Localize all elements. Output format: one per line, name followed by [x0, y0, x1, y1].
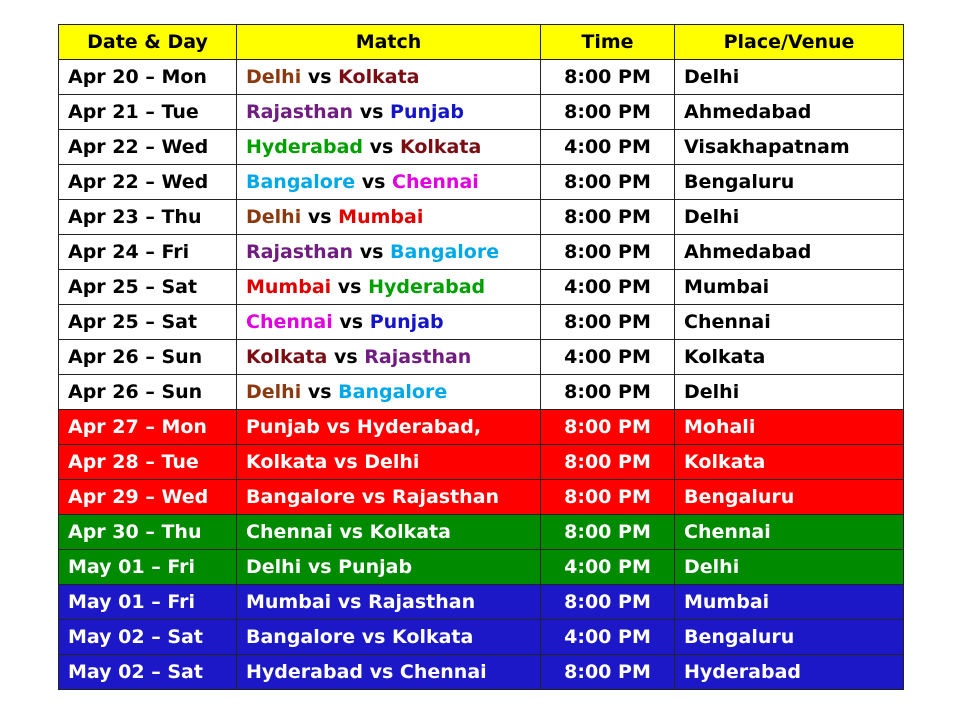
match-cell: Bangalore vs Kolkata: [237, 620, 541, 655]
team2-name: Chennai: [392, 171, 479, 193]
header-match: Match: [237, 25, 541, 60]
table-row: [59, 620, 904, 655]
vs-label: vs: [307, 66, 332, 88]
time-cell: 8:00 PM: [541, 445, 675, 480]
vs-label: vs: [333, 346, 358, 368]
date-cell: Apr 21 – Tue: [59, 95, 237, 130]
time-cell: 8:00 PM: [541, 235, 675, 270]
match-cell: [237, 340, 541, 375]
time-cell: 8:00 PM: [541, 480, 675, 515]
venue-cell: Bengaluru: [675, 165, 904, 200]
match-cell: [237, 165, 541, 200]
vs-label: vs: [339, 311, 364, 333]
time-cell: 8:00 PM: [541, 585, 675, 620]
venue-cell: Hyderabad: [675, 655, 904, 690]
venue-cell: Delhi: [675, 60, 904, 95]
team2-name: Rajasthan: [364, 346, 472, 368]
team2-name: Kolkata: [338, 66, 420, 88]
time-cell: 8:00 PM: [541, 60, 675, 95]
venue-cell: Ahmedabad: [675, 235, 904, 270]
venue-cell: Delhi: [675, 550, 904, 585]
vs-label: vs: [307, 381, 332, 403]
table-row: [59, 235, 904, 270]
team2-name: Punjab: [369, 311, 444, 333]
time-cell: 8:00 PM: [541, 305, 675, 340]
match-cell: Bangalore vs Rajasthan: [237, 480, 541, 515]
table-row: [59, 515, 904, 550]
match-schedule-table: [58, 24, 904, 690]
match-cell: [237, 375, 541, 410]
venue-cell: Mumbai: [675, 585, 904, 620]
venue-cell: Delhi: [675, 375, 904, 410]
header-time: Time: [541, 25, 675, 60]
team1-name: Rajasthan: [246, 241, 354, 263]
venue-cell: Kolkata: [675, 340, 904, 375]
vs-label: vs: [307, 206, 332, 228]
venue-cell: Bengaluru: [675, 620, 904, 655]
team1-name: Bangalore: [246, 171, 356, 193]
venue-cell: Delhi: [675, 200, 904, 235]
date-cell: Apr 28 – Tue: [59, 445, 237, 480]
team2-name: Mumbai: [338, 206, 424, 228]
match-cell: Hyderabad vs Chennai: [237, 655, 541, 690]
venue-cell: Chennai: [675, 305, 904, 340]
time-cell: 8:00 PM: [541, 515, 675, 550]
table-row: [59, 130, 904, 165]
vs-label: vs: [359, 241, 384, 263]
venue-cell: Mohali: [675, 410, 904, 445]
vs-label: vs: [359, 101, 384, 123]
vs-label: vs: [361, 171, 386, 193]
time-cell: 8:00 PM: [541, 165, 675, 200]
team2-name: Bangalore: [338, 381, 448, 403]
table-row: [59, 340, 904, 375]
date-cell: May 02 – Sat: [59, 655, 237, 690]
match-cell: [237, 95, 541, 130]
venue-cell: Chennai: [675, 515, 904, 550]
table-row: [59, 585, 904, 620]
table-row: [59, 375, 904, 410]
venue-cell: Visakhapatnam: [675, 130, 904, 165]
match-cell: Chennai vs Kolkata: [237, 515, 541, 550]
date-cell: Apr 25 – Sat: [59, 305, 237, 340]
time-cell: 8:00 PM: [541, 655, 675, 690]
team1-name: Kolkata: [246, 346, 328, 368]
match-cell: [237, 130, 541, 165]
team1-name: Hyderabad: [246, 136, 363, 158]
team1-name: Mumbai: [246, 276, 332, 298]
time-cell: 8:00 PM: [541, 375, 675, 410]
time-cell: 4:00 PM: [541, 620, 675, 655]
table-row: [59, 550, 904, 585]
header-row: [59, 25, 904, 60]
header-venue: Place/Venue: [675, 25, 904, 60]
date-cell: Apr 26 – Sun: [59, 375, 237, 410]
time-cell: 8:00 PM: [541, 410, 675, 445]
team1-name: Chennai: [246, 311, 333, 333]
date-cell: May 01 – Fri: [59, 550, 237, 585]
table-row: [59, 60, 904, 95]
date-cell: Apr 26 – Sun: [59, 340, 237, 375]
venue-cell: Ahmedabad: [675, 95, 904, 130]
team1-name: Rajasthan: [246, 101, 354, 123]
team2-name: Hyderabad: [368, 276, 486, 298]
vs-label: vs: [337, 276, 362, 298]
match-cell: [237, 200, 541, 235]
time-cell: 4:00 PM: [541, 340, 675, 375]
time-cell: 4:00 PM: [541, 270, 675, 305]
match-cell: [237, 60, 541, 95]
team1-name: Delhi: [246, 206, 302, 228]
time-cell: 8:00 PM: [541, 200, 675, 235]
venue-cell: Bengaluru: [675, 480, 904, 515]
match-cell: Punjab vs Hyderabad,: [237, 410, 541, 445]
team2-name: Punjab: [390, 101, 464, 123]
header-date: Date & Day: [59, 25, 237, 60]
date-cell: Apr 24 – Fri: [59, 235, 237, 270]
table-row: [59, 200, 904, 235]
match-cell: Mumbai vs Rajasthan: [237, 585, 541, 620]
match-cell: Kolkata vs Delhi: [237, 445, 541, 480]
table-row: [59, 410, 904, 445]
table-row: [59, 445, 904, 480]
team2-name: Bangalore: [390, 241, 500, 263]
date-cell: Apr 27 – Mon: [59, 410, 237, 445]
date-cell: Apr 23 – Thu: [59, 200, 237, 235]
team1-name: Delhi: [246, 66, 302, 88]
time-cell: 8:00 PM: [541, 95, 675, 130]
time-cell: 4:00 PM: [541, 130, 675, 165]
time-cell: 4:00 PM: [541, 550, 675, 585]
match-cell: Delhi vs Punjab: [237, 550, 541, 585]
date-cell: Apr 22 – Wed: [59, 165, 237, 200]
table-row: [59, 95, 904, 130]
table-row: [59, 480, 904, 515]
date-cell: Apr 20 – Mon: [59, 60, 237, 95]
match-cell: [237, 305, 541, 340]
match-cell: [237, 235, 541, 270]
table-body: [59, 60, 904, 690]
venue-cell: Kolkata: [675, 445, 904, 480]
venue-cell: Mumbai: [675, 270, 904, 305]
date-cell: Apr 22 – Wed: [59, 130, 237, 165]
table-row: [59, 305, 904, 340]
table-row: [59, 270, 904, 305]
date-cell: May 01 – Fri: [59, 585, 237, 620]
vs-label: vs: [369, 136, 394, 158]
match-cell: [237, 270, 541, 305]
date-cell: Apr 25 – Sat: [59, 270, 237, 305]
date-cell: Apr 29 – Wed: [59, 480, 237, 515]
date-cell: May 02 – Sat: [59, 620, 237, 655]
team2-name: Kolkata: [399, 136, 482, 158]
table-header: [59, 25, 904, 60]
team1-name: Delhi: [246, 381, 302, 403]
table-row: [59, 655, 904, 690]
table-row: [59, 165, 904, 200]
date-cell: Apr 30 – Thu: [59, 515, 237, 550]
